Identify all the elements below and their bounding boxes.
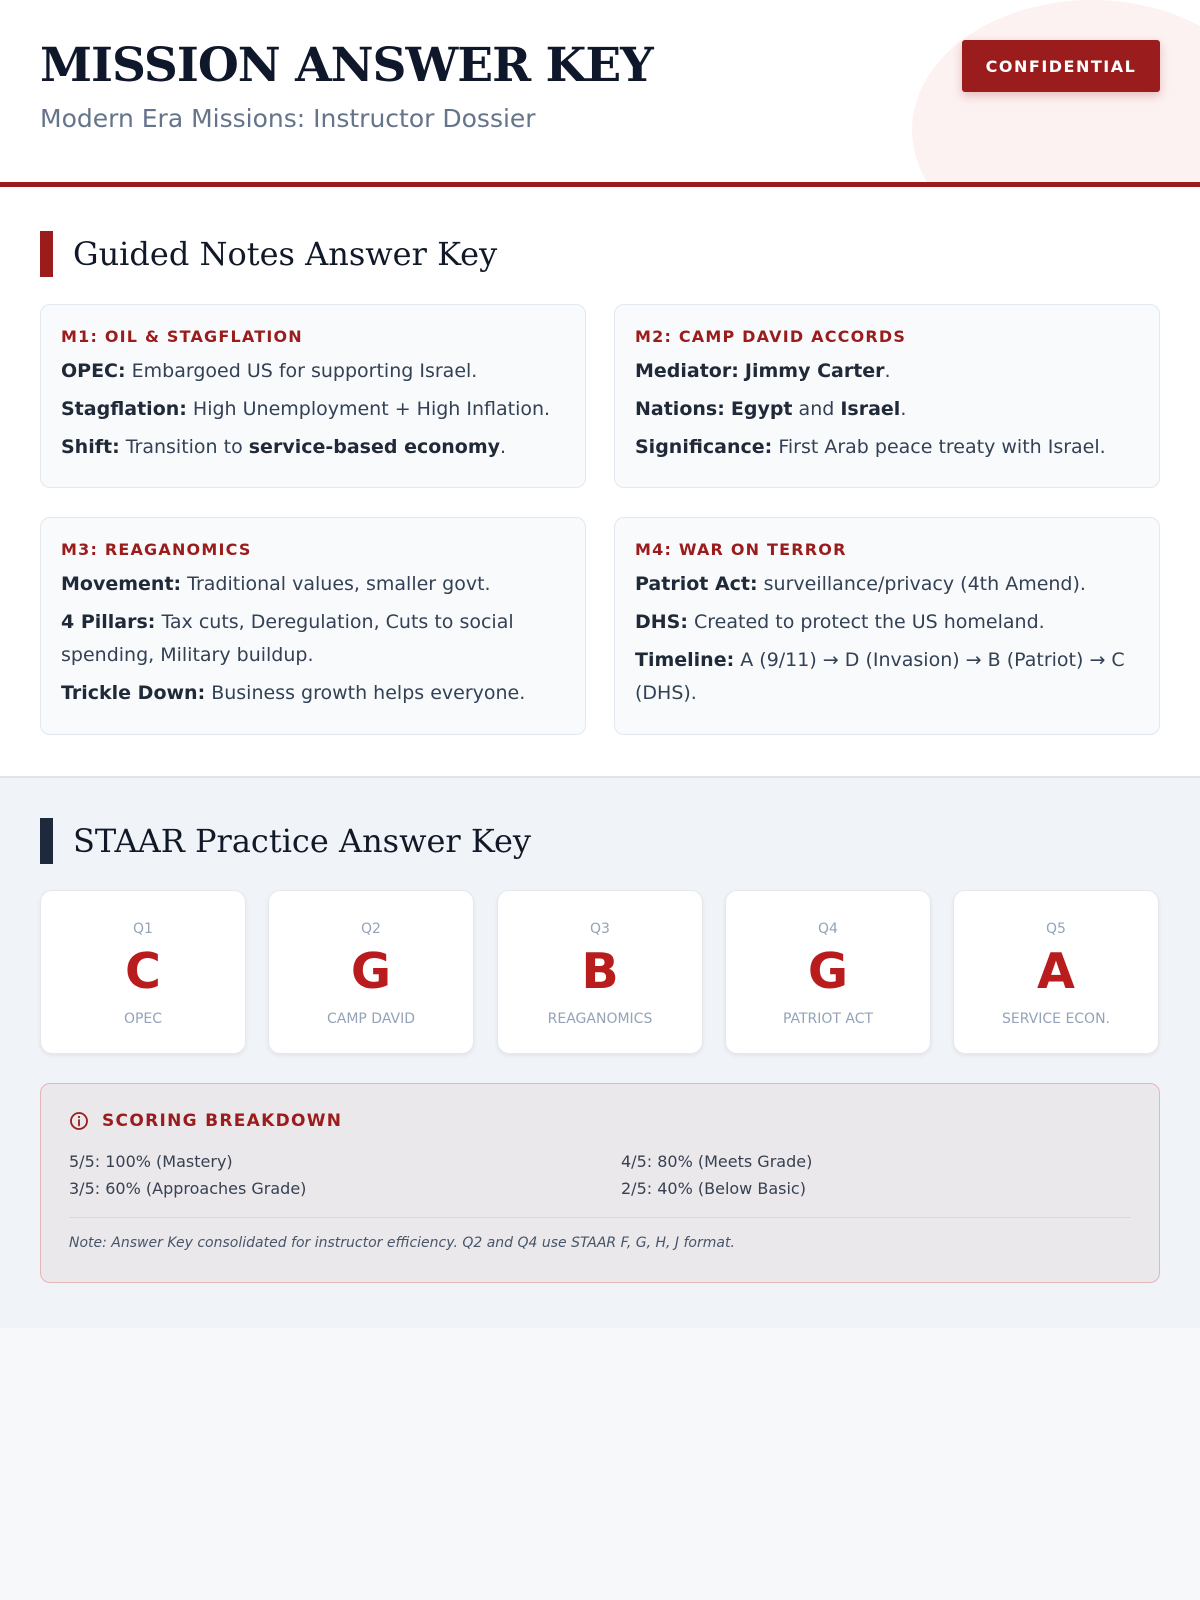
note-term: Egypt bbox=[730, 398, 793, 420]
note-line bbox=[61, 393, 565, 426]
scoring-divider bbox=[69, 1217, 1131, 1218]
note-text: . bbox=[884, 360, 891, 382]
note-term: Trickle Down: bbox=[61, 682, 206, 704]
note-line bbox=[635, 393, 1139, 426]
note-card-title: M1: OIL & STAGFLATION bbox=[61, 327, 303, 346]
question-answer: A bbox=[1037, 943, 1075, 1000]
note-line bbox=[635, 355, 1139, 388]
note-line bbox=[61, 677, 565, 710]
question-topic: CAMP DAVID bbox=[326, 1011, 416, 1027]
note-text: surveillance/privacy (4th Amend). bbox=[757, 573, 1086, 595]
question-answer: G bbox=[350, 943, 392, 1000]
note-term: Shift: bbox=[61, 436, 120, 458]
note-line bbox=[61, 606, 565, 672]
note-line bbox=[635, 431, 1139, 464]
question-topic: OPEC bbox=[123, 1011, 163, 1027]
scoring-item: 3/5: 60% (Approaches Grade) bbox=[69, 1179, 307, 1198]
staar-section bbox=[0, 778, 1200, 1328]
note-card-title: M4: WAR ON TERROR bbox=[635, 540, 847, 559]
note-line bbox=[635, 644, 1139, 710]
note-card-title: M3: REAGANOMICS bbox=[61, 540, 252, 559]
question-number: Q5 bbox=[1046, 921, 1066, 937]
scoring-breakdown-box bbox=[40, 1083, 1160, 1283]
note-line bbox=[61, 568, 565, 601]
note-term: service-based economy bbox=[248, 436, 501, 458]
note-text: . bbox=[500, 436, 507, 458]
note-text: Tax cuts, Deregulation, Cuts to social spending, Military buildup. bbox=[61, 611, 514, 666]
note-line bbox=[61, 355, 565, 388]
note-text: Created to protect the US homeland. bbox=[687, 611, 1045, 633]
info-icon bbox=[69, 1111, 89, 1131]
question-number: Q3 bbox=[590, 921, 610, 937]
question-topic: REAGANOMICS bbox=[547, 1011, 653, 1027]
note-line bbox=[635, 606, 1139, 639]
note-card-m4 bbox=[614, 517, 1160, 735]
note-text: Embargoed US for supporting Israel. bbox=[125, 360, 478, 382]
note-text: Traditional values, smaller govt. bbox=[181, 573, 491, 595]
answer-card-q1 bbox=[40, 890, 246, 1054]
note-text: First Arab peace treaty with Israel. bbox=[772, 436, 1106, 458]
note-term: Nations: bbox=[635, 398, 725, 420]
guided-notes-title: Guided Notes Answer Key bbox=[73, 235, 498, 273]
answer-card-q4 bbox=[725, 890, 931, 1054]
answer-card-q2 bbox=[268, 890, 474, 1054]
scoring-note: Note: Answer Key consolidated for instructor efficiency. Q2 and Q4 use STAAR F, G, H, J format. bbox=[69, 1235, 735, 1251]
answer-card-q5 bbox=[953, 890, 1159, 1054]
question-number: Q2 bbox=[361, 921, 381, 937]
note-term: Movement: bbox=[61, 573, 182, 595]
heading-accent-bar bbox=[40, 818, 53, 864]
note-text: High Unemployment + High Inflation. bbox=[186, 398, 551, 420]
page-subtitle: Modern Era Missions: Instructor Dossier bbox=[40, 104, 536, 133]
note-term: 4 Pillars: bbox=[61, 611, 156, 633]
question-number: Q4 bbox=[818, 921, 838, 937]
scoring-item: 5/5: 100% (Mastery) bbox=[69, 1152, 233, 1171]
note-term: DHS: bbox=[635, 611, 688, 633]
note-term: Timeline: bbox=[635, 649, 735, 671]
note-text: Transition to bbox=[119, 436, 249, 458]
note-line bbox=[61, 431, 565, 464]
question-number: Q1 bbox=[133, 921, 153, 937]
heading-accent-bar bbox=[40, 231, 53, 277]
note-term: Significance: bbox=[635, 436, 773, 458]
note-card-m2 bbox=[614, 304, 1160, 488]
scoring-header bbox=[69, 1111, 342, 1131]
question-answer: G bbox=[807, 943, 849, 1000]
note-text: Business growth helps everyone. bbox=[205, 682, 526, 704]
scoring-title: SCORING BREAKDOWN bbox=[102, 1111, 343, 1131]
staar-heading bbox=[40, 818, 531, 864]
note-text: and bbox=[792, 398, 841, 420]
note-card-title: M2: CAMP DAVID ACCORDS bbox=[635, 327, 907, 346]
scoring-item: 4/5: 80% (Meets Grade) bbox=[621, 1152, 813, 1171]
note-term: Jimmy Carter bbox=[744, 360, 885, 382]
answer-card-q3 bbox=[497, 890, 703, 1054]
note-line bbox=[635, 568, 1139, 601]
note-term: Patriot Act: bbox=[635, 573, 758, 595]
guided-notes-section bbox=[0, 187, 1200, 778]
note-card-m1 bbox=[40, 304, 586, 488]
note-term: Mediator: bbox=[635, 360, 739, 382]
note-term: Israel bbox=[840, 398, 901, 420]
note-term: Stagflation: bbox=[61, 398, 187, 420]
note-card-m3 bbox=[40, 517, 586, 735]
scoring-item: 2/5: 40% (Below Basic) bbox=[621, 1179, 806, 1198]
page-title: MISSION ANSWER KEY bbox=[40, 38, 653, 93]
question-answer: C bbox=[125, 943, 161, 1000]
note-text: A (9/11) → D (Invasion) → B (Patriot) → C (DHS). bbox=[635, 649, 1125, 704]
confidential-badge: CONFIDENTIAL bbox=[962, 40, 1160, 92]
page-header bbox=[0, 0, 1200, 182]
note-text: . bbox=[900, 398, 907, 420]
question-answer: B bbox=[581, 943, 619, 1000]
question-topic: PATRIOT ACT bbox=[782, 1011, 874, 1027]
note-term: OPEC: bbox=[61, 360, 126, 382]
staar-title: STAAR Practice Answer Key bbox=[73, 822, 531, 860]
question-topic: SERVICE ECON. bbox=[1001, 1011, 1111, 1027]
guided-notes-heading bbox=[40, 231, 497, 277]
